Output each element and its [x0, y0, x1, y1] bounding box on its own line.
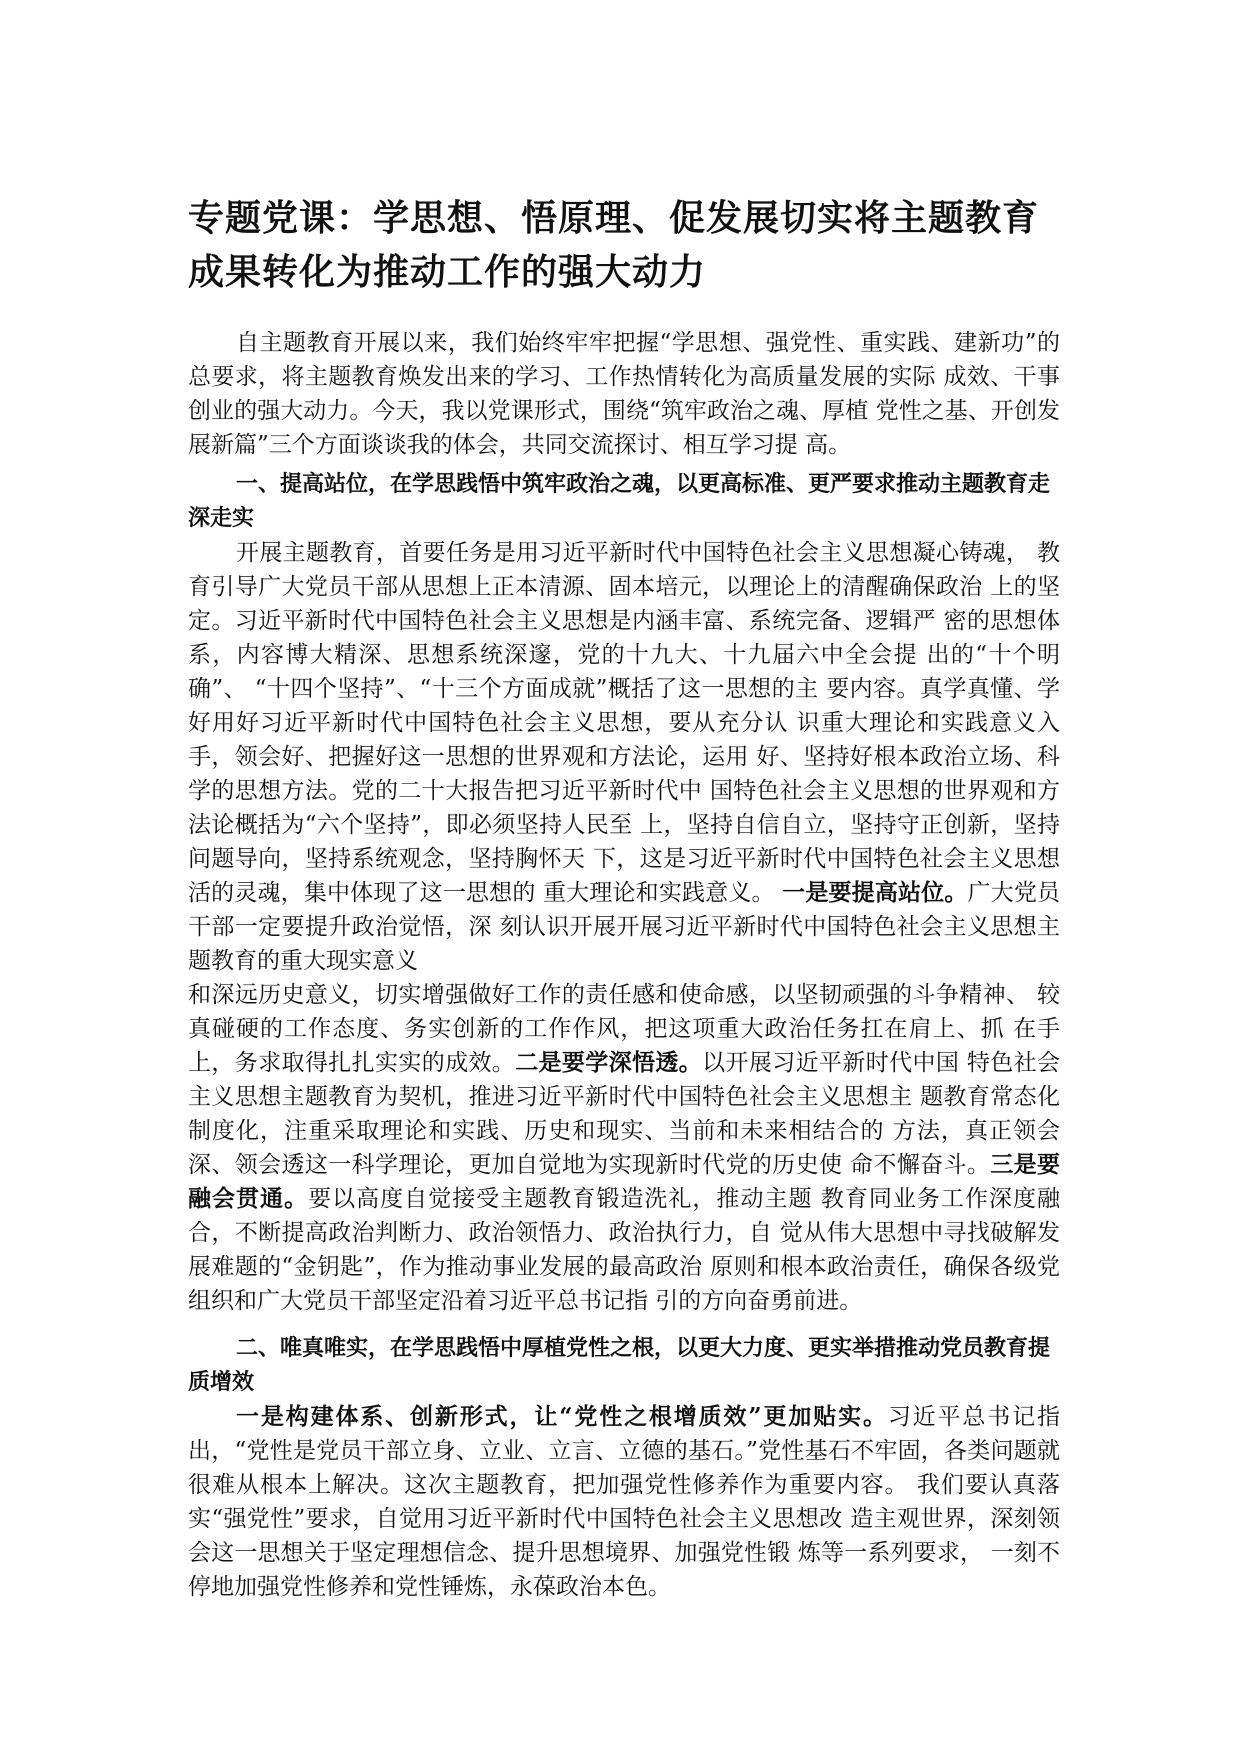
- section-1-point-1-lead: 一是要提高站位。: [782, 879, 968, 906]
- section-2-paragraph-1: [188, 1400, 1060, 1604]
- section-gap: [188, 1318, 1060, 1326]
- section-1-paragraph-2-text: 和深远历史意义，切实增强做好工作的责任感和使命感，以坚韧顽强的斗争精神、 较真碰硬的工作态度、务实创新的工作作风，把这项重大政治任务扛在肩上、抓 在手上，务求取得扎扎实实的成效。: [188, 982, 1060, 1076]
- section-1-paragraph-1: [188, 536, 1060, 978]
- section-1-paragraph-1-tail: 广大党员干部一定要提升政治觉悟，深 刻认识开展开展习近平新时代中国特色社会主义思想主题教育的重大现实意义: [188, 880, 1061, 974]
- section-1-paragraph-2: [188, 978, 1060, 1318]
- section-1-point-2-lead: 二是要学深悟透。: [515, 1049, 703, 1076]
- section-1-paragraph-1-text: 开展主题教育，首要任务是用习近平新时代中国特色社会主义思想凝心铸魂， 教育引导广大党员干部从思想上正本清源、固本培元，以理论上的清醒确保政治 上的坚定。习近平新时代中国特色社会主义思想是内涵丰富、系统完备、逻辑严 密的思想体系，内容博大精深、思想系统深邃，党的十九大、十九届六中全会提 出的“十个明确”、 “十四个坚持”、“十三个方面成就”概括了这一思想的主 要内容。真学真懂、学好用好习近平新时代中国特色社会主义思想，要从充分认 识重大理论和实践意义入手，领会好、把握好这一思想的世界观和方法论，运用 好、坚持好根本政治立场、科学的思想方法。党的二十大报告把习近平新时代中 国特色社会主义思想的世界观和方法论概括为“六个坚持”，即必须坚持人民至 上，坚持自信自立，坚持守正创新，坚持问题导向，坚持系统观念，坚持胸怀天 下，这是习近平新时代中国特色社会主义思想活的灵魂，集中体现了这一思想的 重大理论和实践意义。: [188, 540, 1060, 906]
- section-1-paragraph-2-mid: 以开展习近平新时代中国 特色社会主义思想主题教育为契机，推进习近平新时代中国特色社会主义思想主 题教育常态化制度化，注重采取理论和实践、历史和现实、当前和未来相结合的 方法，真正领会深、领会透这一科学理论，更加自觉地为实现新时代党的历史使 命不懈奋斗。: [188, 1050, 1061, 1178]
- section-2-point-1-lead: 一是构建体系、创新形式，让“党性之根增质效”更加贴实。: [236, 1403, 888, 1430]
- document-page: [188, 192, 1060, 1604]
- section-1-point-3-lead: 三是要融会贯通。: [188, 1151, 1061, 1212]
- section-2-paragraph-1-text: 习近平总书记指出，“党性是党员干部立身、立业、立言、立德的基石。”党性基石不牢固，各类问题就很难从根本上解决。这次主题教育，把加强党性修养作为重要内容。 我们要认真落实“强党性”要求，自觉用习近平新时代中国特色社会主义思想改 造主观世界，深刻领会这一思想关于坚定理想信念、提升思想境界、加强党性锻 炼等一系列要求， 一刻不停地加强党性修养和党性锤炼，永葆政治本色。: [188, 1404, 1061, 1600]
- section-2-heading: 二、唯真唯实，在学思践悟中厚植党性之根，以更大力度、更实举措推动党员教育提质增效: [188, 1336, 1051, 1395]
- intro-paragraph: 自主题教育开展以来，我们始终牢牢把握“学思想、强党性、重实践、建新功”的总要求，将主题教育焕发出来的学习、工作热情转化为高质量发展的实际 成效、干事创业的强大动力。今天，我以党课形式，围绕“筑牢政治之魂、厚植 党性之基、开创发展新篇”三个方面谈谈我的体会，共同交流探讨、相互学习提 高。: [188, 330, 1060, 458]
- section-1-heading: 一、提高站位，在学思践悟中筑牢政治之魂，以更高标准、更严要求推动主题教育走深走实: [188, 472, 1051, 531]
- section-1-paragraph-2-tail: 要以高度自觉接受主题教育锻造洗礼，推动主题 教育同业务工作深度融合，不断提高政治判断力、政治领悟力、政治执行力，自 觉从伟大思想中寻找破解发展难题的“金钥匙”，作为推动事业发展的最高政治 原则和根本政治责任，确保各级党组织和广大党员干部坚定沿着习近平总书记指 引的方向奋勇前进。: [188, 1186, 1061, 1314]
- document-title: 专题党课：学思想、悟原理、促发展切实将主题教育成果转化为推动工作的强大动力: [188, 198, 1040, 293]
